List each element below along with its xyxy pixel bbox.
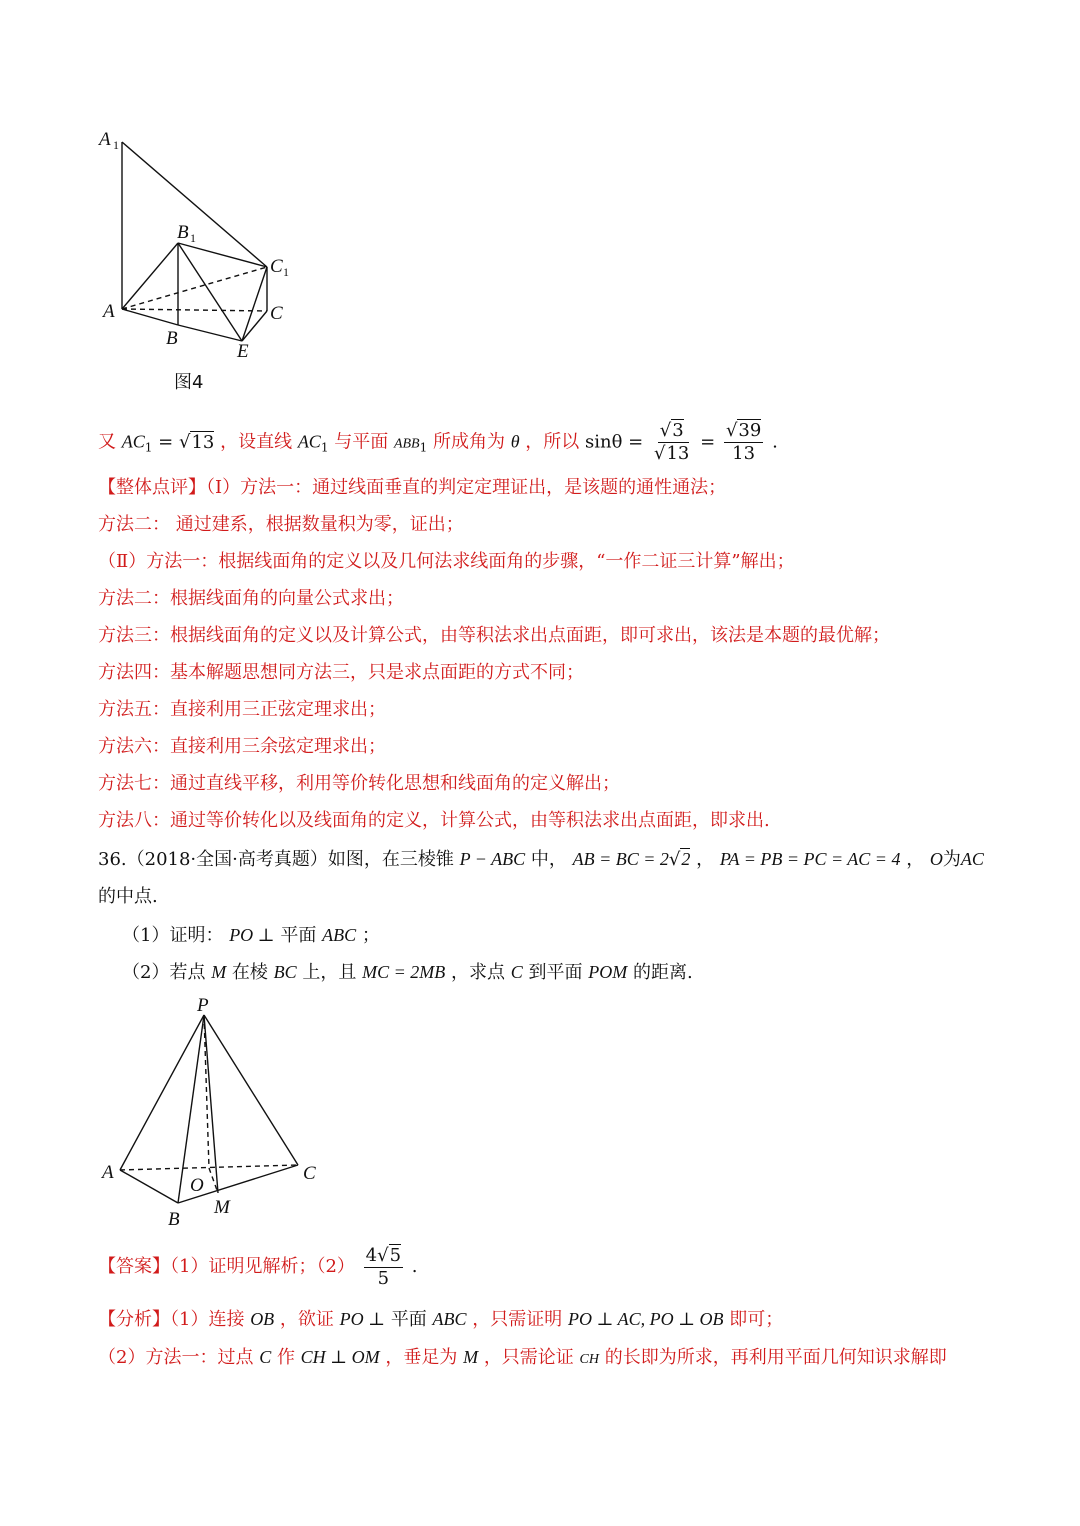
fraction-sqrt3-over-sqrt13: $\frac{√3}{√13}$	[653, 420, 690, 464]
method-line: 方法四：基本解题思想同方法三，只是求点面距的方式不同；	[98, 662, 584, 683]
analysis-method-line: （2）方法一：过点 C 作 CH ⊥ OM ，垂足为 M ，只需论证 CH 的长即为所求，再利用平面几何知识求解即	[98, 1347, 947, 1368]
label-M: M	[214, 1197, 230, 1218]
label-E: E	[237, 341, 249, 362]
method-line: 方法五：直接利用三正弦定理求出；	[98, 699, 386, 720]
fraction-sqrt39-over-13: $\frac{√39}{13}$	[725, 420, 762, 464]
label-C1: C	[270, 256, 283, 277]
solution-conclusion-line: 又 $AC_1 = √13$ ，设直线 $AC_1$ 与平面 $ABB_1$ 所成角为 θ ，所以 sinθ = $\frac{√3}{√13}$ = $\frac{√39}{13}$ .	[98, 420, 778, 464]
label-C: C	[270, 303, 283, 324]
overall-comment-line: 【整体点评】（Ⅰ）方法一：通过线面垂直的判定定理证出，是该题的通性通法；	[98, 477, 727, 498]
fraction-4sqrt5-over-5: $\frac{4√5}{5}$	[365, 1244, 402, 1289]
figure-caption: 图4	[174, 372, 204, 393]
figure-4-prism	[95, 125, 315, 365]
label-A1: A	[99, 129, 111, 150]
method-line: 方法八：通过等价转化以及线面角的定义，计算公式，由等积法求出点面距，即求出.	[98, 810, 770, 831]
label-P: P	[197, 995, 209, 1016]
label-C: C	[303, 1163, 316, 1184]
label-A: A	[103, 301, 115, 322]
analysis-line: 【分析】（1）连接 OB ，欲证 PO ⊥ 平面 ABC ，只需证明 PO ⊥ AC, PO ⊥ OB 即可；	[98, 1309, 784, 1330]
question-36-stem: 36.（2018·全国·高考真题）如图，在三棱锥 P − ABC 中， AB = BC = 2√2 ， PA = PB = PC = AC = 4 ， O为AC	[98, 849, 984, 870]
method-line: 方法二：根据线面角的向量公式求出；	[98, 588, 404, 609]
method-line: 方法六：直接利用三余弦定理求出；	[98, 736, 386, 757]
label-B: B	[168, 1209, 180, 1230]
label-A: A	[102, 1162, 114, 1183]
label-O: O	[190, 1175, 204, 1196]
question-part-2: （2）若点 M 在棱 BC 上，且 MC = 2MB ，求点 C 到平面 POM 的距离.	[122, 962, 693, 983]
method-line: （Ⅱ）方法一：根据线面角的定义以及几何法求线面角的步骤，“一作二证三计算”解出；	[98, 551, 795, 572]
method-line: 方法七：通过直线平移，利用等价转化思想和线面角的定义解出；	[98, 773, 620, 794]
label-B: B	[166, 328, 178, 349]
svg-text:1: 1	[190, 231, 196, 245]
question-part-1: （1）证明： PO ⊥ 平面 ABC ；	[122, 925, 380, 946]
method-line: 方法二： 通过建系，根据数量积为零，证出；	[98, 514, 464, 535]
answer-line: 【答案】（1）证明见解析；（2） $\frac{4√5}{5}$ .	[98, 1244, 418, 1289]
svg-text:1: 1	[113, 138, 119, 152]
question-36-stem-cont: 的中点.	[98, 886, 158, 907]
label-B1: B	[177, 222, 189, 243]
method-line: 方法三：根据线面角的定义以及计算公式，由等积法求出点面距，即可求出，该法是本题的最优解；	[98, 625, 890, 646]
svg-text:1: 1	[283, 265, 289, 279]
figure-pyramid	[98, 995, 338, 1230]
